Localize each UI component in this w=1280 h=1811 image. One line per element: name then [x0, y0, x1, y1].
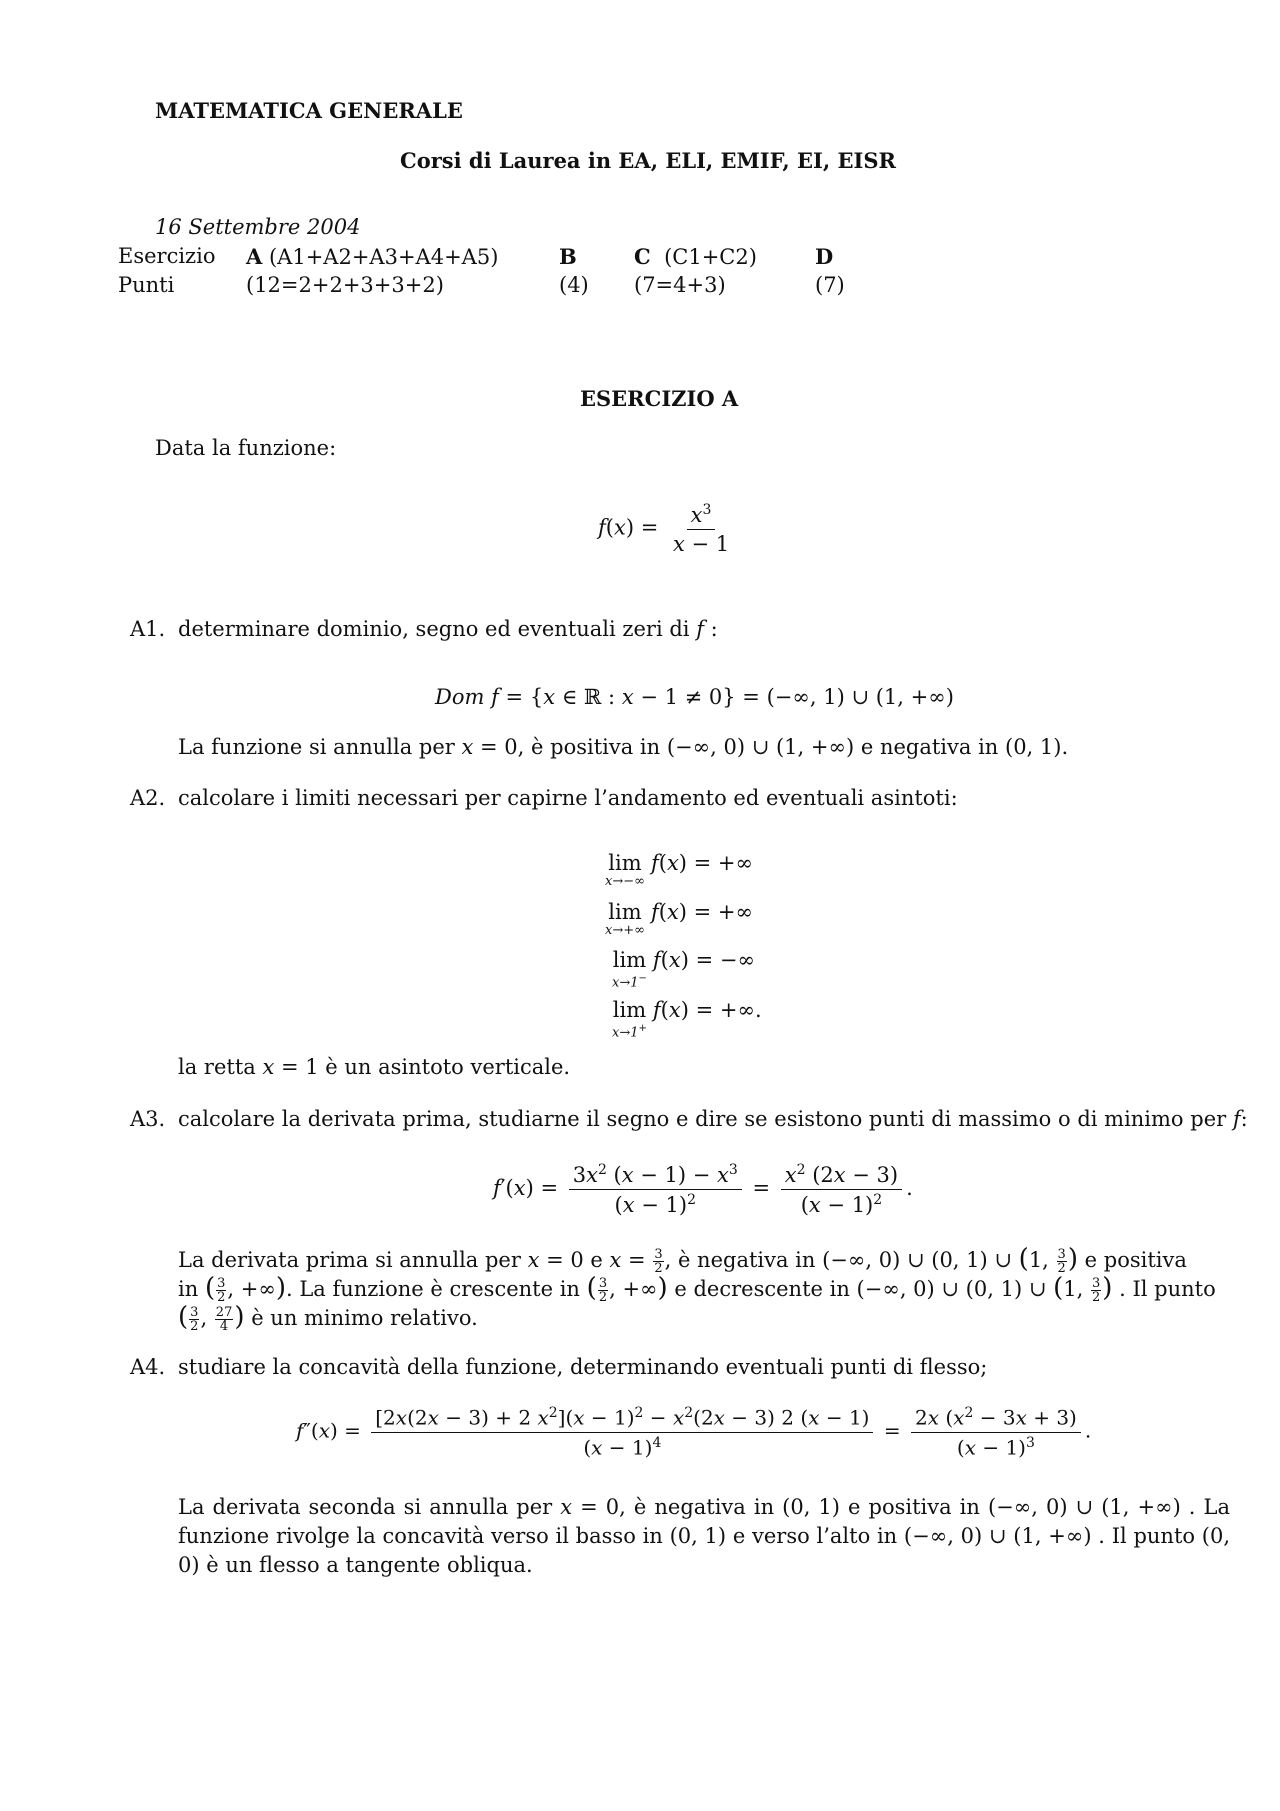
- row-label: Punti: [118, 273, 175, 297]
- second-derivative-formula: f″(x) = $\frac{[2x(2x - 3) + 2 x^2](x - 1)^2 - x^2(2x - 3) 2 (x - 1)}{(x - 1)^4}$ = $\frac{2x (x^2 - 3x + 3)}{(x - 1)^3}$ .: [296, 1405, 1092, 1460]
- function-formula: f(x) = $\frac{x^3}{x - 1}$: [598, 502, 730, 556]
- item-text: determinare dominio, segno ed eventuali zeri di f :: [178, 617, 718, 641]
- table-row: [118, 273, 845, 302]
- row-label: Esercizio: [118, 244, 216, 268]
- a3-line-3: ( $\frac{3}{2}$ , $\frac{27}{4}$ ) è un minimo relativo.: [178, 1302, 478, 1334]
- degree-title: Corsi di Laurea in EA, ELI, EMIF, EI, EISR: [400, 148, 896, 173]
- exam-date: 16 Settembre 2004: [155, 215, 361, 239]
- exercise-points: (4): [559, 273, 589, 297]
- exercise-points: (12=2+2+3+3+2): [246, 273, 444, 297]
- limit-row: lim x→−∞ f(x) = +∞: [605, 851, 754, 889]
- item-text: studiare la concavità della funzione, determinando eventuali punti di flesso;: [178, 1355, 988, 1379]
- exercise-letter: A: [246, 244, 263, 269]
- exercise-letter: B: [559, 244, 577, 269]
- item-text: calcolare i limiti necessari per capirne l’andamento ed eventuali asintoti:: [178, 786, 958, 810]
- exercise-points: (7): [815, 273, 845, 297]
- exercise-points: (7=4+3): [634, 273, 726, 297]
- asymptote-text: la retta x = 1 è un asintoto verticale.: [178, 1055, 571, 1079]
- exercise-detail: (C1+C2): [664, 245, 757, 269]
- item-text: calcolare la derivata prima, studiarne il segno e dire se esistono punti di massimo o di minimo per f:: [178, 1107, 1248, 1131]
- item-label: A3.: [130, 1107, 166, 1131]
- exercise-detail: (A1+A2+A3+A4+A5): [268, 245, 499, 269]
- exercise-letter: D: [815, 244, 834, 269]
- points-table: [118, 244, 845, 302]
- sign-text: La funzione si annulla per x = 0, è positiva in (−∞, 0) ∪ (1, +∞) e negativa in (0, 1).: [178, 735, 1069, 759]
- limit-row: lim x→+∞ f(x) = +∞: [605, 900, 754, 938]
- table-row: [118, 244, 845, 273]
- item-label: A4.: [130, 1355, 166, 1379]
- domain-formula: Dom f = {x ∈ ℝ : x − 1 ≠ 0} = (−∞, 1) ∪ (1, +∞): [435, 685, 954, 709]
- item-label: A2.: [130, 786, 166, 810]
- a4-paragraph: La derivata seconda si annulla per x = 0, è negativa in (0, 1) e positiva in (−∞, 0) ∪ (1, +∞) . La funzione rivolge la concavità verso il basso in (0, 1) e verso l’alto in (−∞, 0) ∪ (1, +∞) . Il punto (0, 0) è un flesso a tangente obliqua.: [178, 1495, 1230, 1577]
- item-label: A1.: [130, 617, 166, 641]
- first-derivative-formula: f′(x) = $\frac{3x^2 (x - 1) - x^3}{(x - 1)^2}$ = $\frac{x^2 (2x - 3)}{(x - 1)^2}$ .: [493, 1162, 913, 1217]
- exercise-letter: C: [634, 244, 651, 269]
- section-title: ESERCIZIO A: [580, 386, 739, 411]
- course-title: MATEMATICA GENERALE: [155, 98, 463, 123]
- a3-line-2: in ( $\frac{3}{2}$ , +∞). La funzione è crescente in ( $\frac{3}{2}$ , +∞) e decrescente in (−∞, 0) ∪ (0, 1) ∪ (1, $\frac{3}{2}$ ) . Il punto: [178, 1273, 1216, 1305]
- limit-row: lim x→1− f(x) = −∞: [612, 948, 755, 991]
- a3-line-1: La derivata prima si annulla per x = 0 e x = $\frac{3}{2}$ , è negativa in (−∞, 0) ∪ (0, 1) ∪ (1, $\frac{3}{2}$ ) e positiva: [178, 1244, 1187, 1276]
- intro-text: Data la funzione:: [155, 436, 337, 460]
- limit-row: lim x→1+ f(x) = +∞.: [612, 998, 762, 1041]
